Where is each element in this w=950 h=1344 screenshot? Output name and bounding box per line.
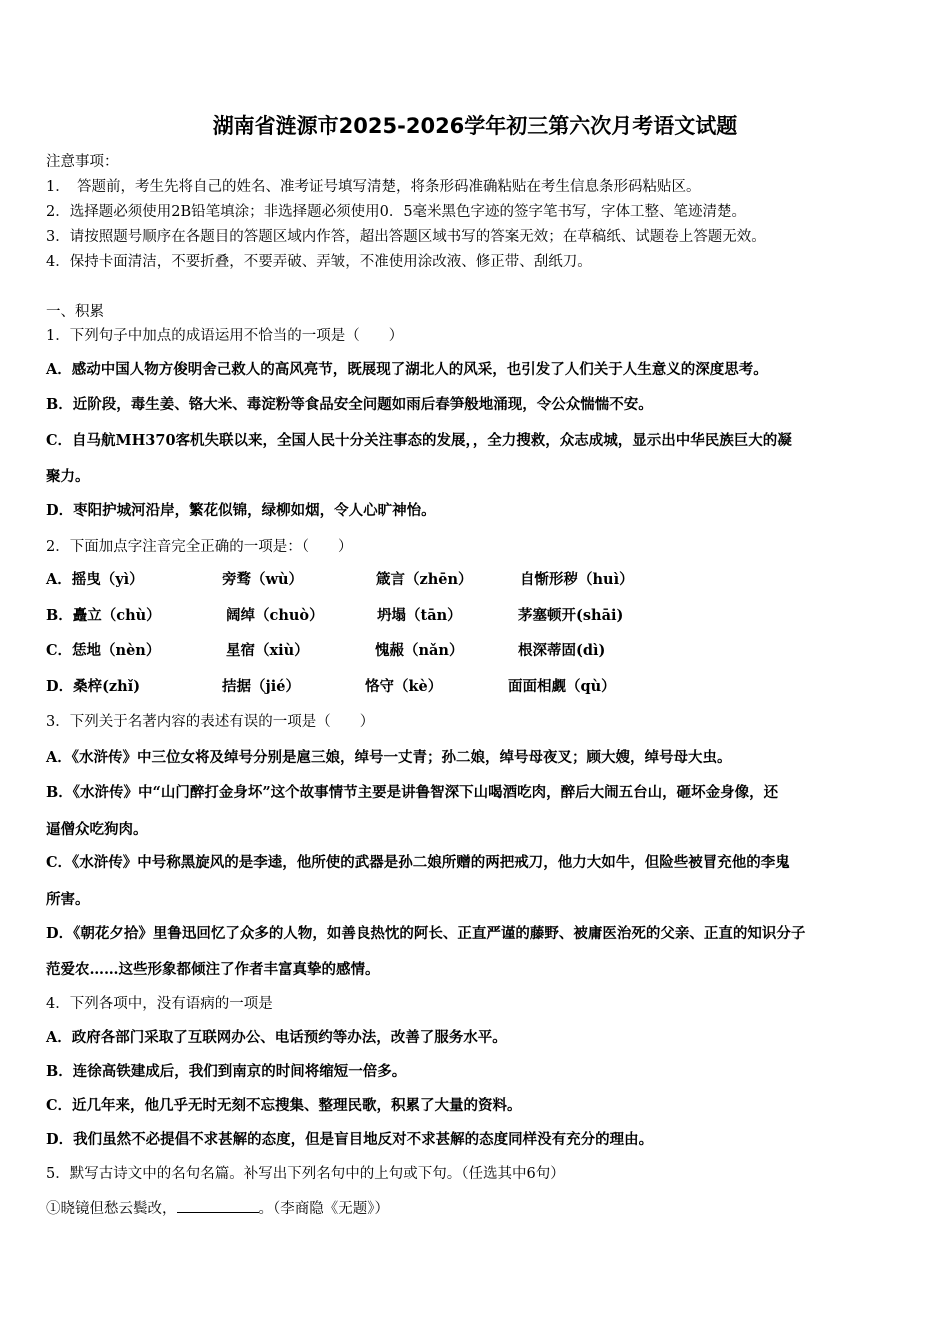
q5-item-1-suffix: 。（李商隐《无题》） xyxy=(258,1201,389,1217)
q2-b-1: B．矗立（chù） xyxy=(46,607,161,624)
page-title: 湖南省涟源市2025-2026学年初三第六次月考语文试题 xyxy=(212,114,738,138)
q1-option-c-line2: 聚力。 xyxy=(46,468,90,485)
q3-option-c-line2: 所害。 xyxy=(46,891,90,908)
q2-b-3: 坍塌（tān） xyxy=(377,607,462,624)
q2-d-1: D．桑梓(zhǐ) xyxy=(46,678,141,695)
q2-c-2: 星宿（xiù） xyxy=(226,642,309,659)
q4-option-a: A．政府各部门采取了互联网办公、电话预约等办法，改善了服务水平。 xyxy=(46,1029,507,1046)
q3-option-d-line1: D．《朝花夕拾》里鲁迅回忆了众多的人物，如善良热忱的阿长、正直严谨的藤野、被庸医治死的父亲、正直的知识分子 xyxy=(46,925,806,942)
q2-stem: 2．下面加点字注音完全正确的一项是：（ ） xyxy=(46,539,353,555)
q4-option-d: D．我们虽然不必提倡不求甚解的态度，但是盲目地反对不求甚解的态度同样没有充分的理由。 xyxy=(46,1131,654,1148)
q3-option-b-line2: 逼僧众吃狗肉。 xyxy=(46,821,148,838)
q2-c-4: 根深蒂固(dì) xyxy=(518,642,606,659)
q5-stem: 5．默写古诗文中的名句名篇。补写出下列名句中的上句或下句。（任选其中6句） xyxy=(46,1166,565,1182)
answer-blank[interactable] xyxy=(177,1198,259,1213)
q3-option-b-line1: B．《水浒传》中“山门醉打金身坏”这个故事情节主要是讲鲁智深下山喝酒吃肉，醉后大闹五台山，砸坏金身像，还 xyxy=(46,784,779,801)
q2-b-4: 茅塞顿开(shāi) xyxy=(518,607,624,624)
section-heading: 一、积累 xyxy=(46,304,104,320)
q3-option-a: A．《水浒传》中三位女将及绰号分别是扈三娘，绰号一丈青；孙二娘，绰号母夜叉；顾大嫂，绰号母大虫。 xyxy=(46,749,732,766)
q2-a-2: 旁骛（wù） xyxy=(222,571,304,588)
notice-item-4: 4．保持卡面清洁，不要折叠，不要弄破、弄皱，不准使用涂改液、修正带、刮纸刀。 xyxy=(46,254,592,270)
q2-d-4: 面面相觑（qù） xyxy=(508,678,616,695)
q1-option-a: A．感动中国人物方俊明舍己救人的高风亮节，既展现了湖北人的风采，也引发了人们关于人生意义的深度思考。 xyxy=(46,361,768,378)
q5-item-1 xyxy=(46,1198,389,1219)
q2-a-4: 自惭形秽（huì） xyxy=(520,571,634,588)
q2-d-3: 恪守（kè） xyxy=(365,678,443,695)
q1-option-b: B．近阶段，毒生姜、铬大米、毒淀粉等食品安全问题如雨后春笋般地涌现，令公众惴惴不安。 xyxy=(46,396,653,413)
q2-b-2: 阔绰（chuò） xyxy=(226,607,324,624)
q2-d-2: 拮据（jié） xyxy=(222,678,300,695)
q1-option-d: D．枣阳护城河沿岸，繁花似锦，绿柳如烟，令人心旷神怡。 xyxy=(46,502,436,519)
q3-stem: 3．下列关于名著内容的表述有误的一项是（ ） xyxy=(46,714,375,730)
q2-c-3: 愧赧（nǎn） xyxy=(375,642,464,659)
q2-c-1: C．恁地（nèn） xyxy=(46,642,161,659)
q4-option-b: B．连徐高铁建成后，我们到南京的时间将缩短一倍多。 xyxy=(46,1063,407,1080)
notice-heading: 注意事项： xyxy=(46,154,119,170)
q1-option-c-line1: C．自马航MH370客机失联以来，全国人民十分关注事态的发展，，全力搜救，众志成城，显示出中华民族巨大的凝 xyxy=(46,432,792,449)
q2-a-3: 箴言（zhēn） xyxy=(376,571,473,588)
notice-item-1: 1． 答题前，考生先将自己的姓名、准考证号填写清楚，将条形码准确粘贴在考生信息条形码粘贴区。 xyxy=(46,179,701,195)
notice-item-2: 2．选择题必须使用2B铅笔填涂；非选择题必须使用0．5毫米黑色字迹的签字笔书写，字体工整、笔迹清楚。 xyxy=(46,204,747,220)
q5-item-1-prefix: ①晓镜但愁云鬓改， xyxy=(46,1201,177,1217)
q2-a-1: A．摇曳（yì） xyxy=(46,571,144,588)
q1-stem: 1．下列句子中加点的成语运用不恰当的一项是（ ） xyxy=(46,328,404,344)
q3-option-d-line2: 范爱农……这些形象都倾注了作者丰富真挚的感情。 xyxy=(46,961,380,978)
q4-option-c: C．近几年来，他几乎无时无刻不忘搜集、整理民歌，积累了大量的资料。 xyxy=(46,1097,522,1114)
notice-item-3: 3．请按照题号顺序在各题目的答题区域内作答，超出答题区域书写的答案无效；在草稿纸、试题卷上答题无效。 xyxy=(46,229,766,245)
q3-option-c-line1: C．《水浒传》中号称黑旋风的是李逵，他所使的武器是孙二娘所赠的两把戒刀，他力大如牛，但险些被冒充他的李鬼 xyxy=(46,854,790,871)
q4-stem: 4．下列各项中，没有语病的一项是 xyxy=(46,996,273,1012)
